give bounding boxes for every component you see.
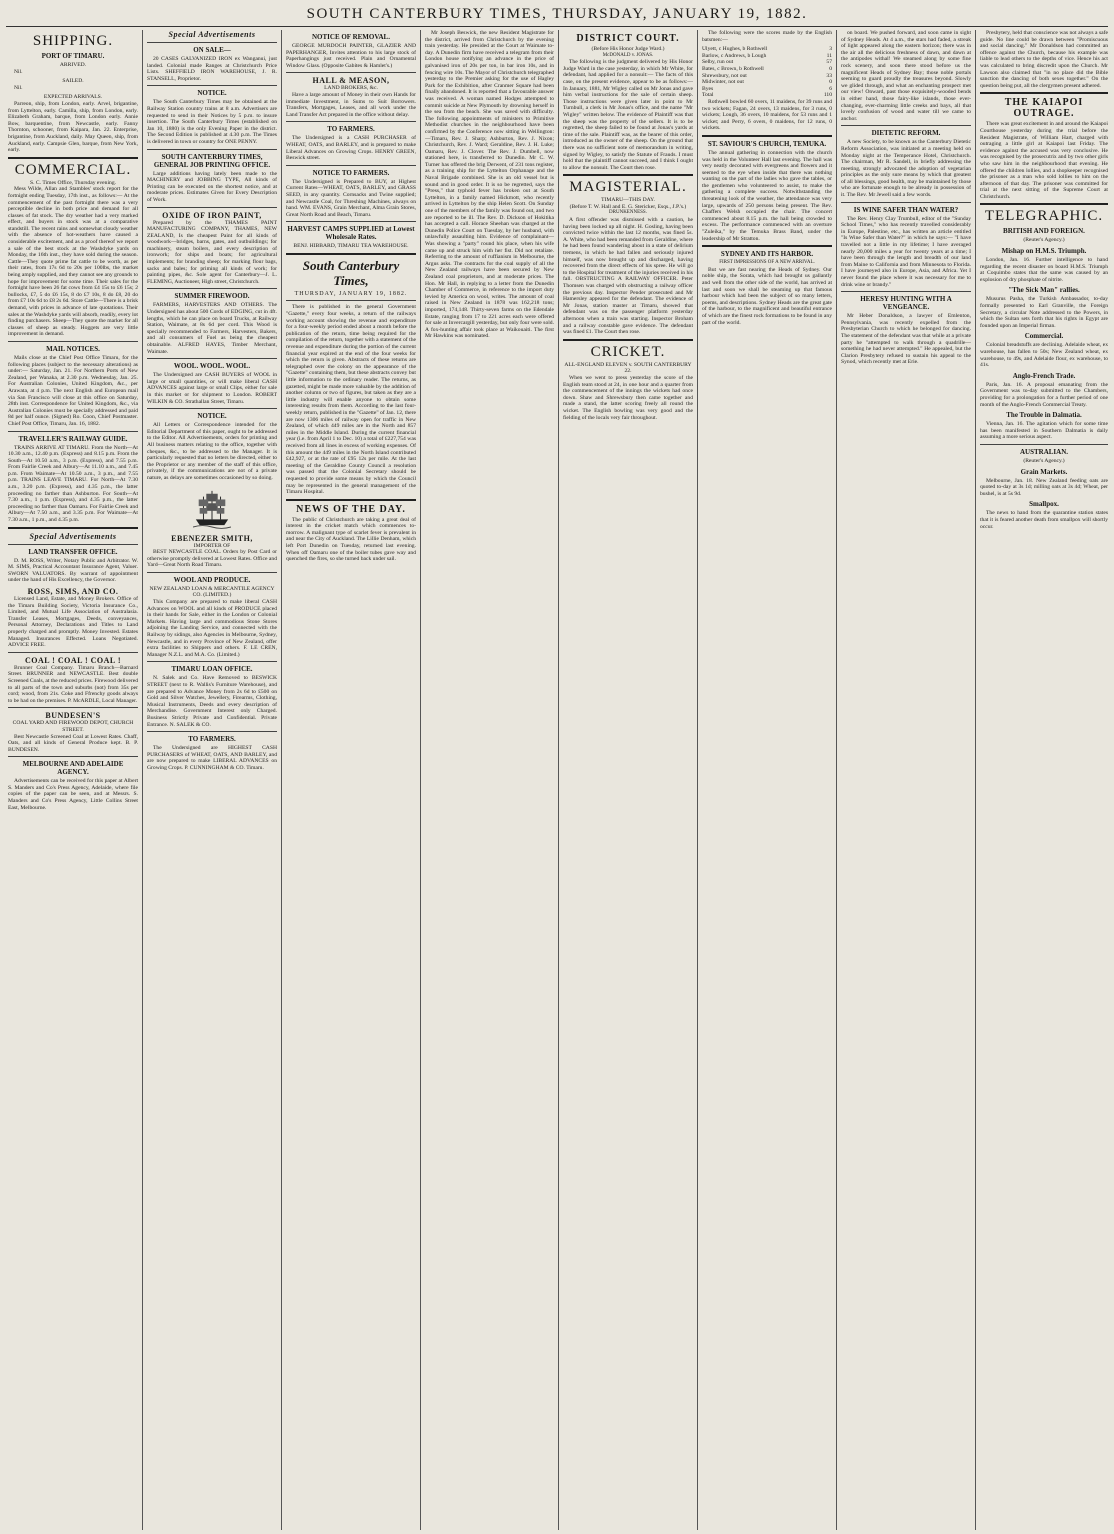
column-divider — [697, 30, 698, 1530]
commercial-heading: Commercial. — [1024, 332, 1064, 341]
drunkenness-heading: DRUNKENNESS. — [609, 210, 647, 216]
masthead: South Canterbury Times, — [302, 257, 400, 288]
header-rule — [6, 26, 1108, 27]
divider — [8, 527, 138, 529]
smallpox-heading: Smallpox. — [1029, 500, 1059, 509]
divider — [841, 125, 971, 126]
district-court-text: The following is the judgment delivered by His Honor Judge Ward in the case yesterday, in which Mr White, for defendant, had applied for a nonsuit:— The facts of this case, on the present evidence, appear to be as follows:—In January, 1881, Mr Wigley called on Mr Jonas and gave him verbal instructions for the sale of certain sheep. Those instructions were given later in point to Mr Turnbull, a clerk in Mr Jonas's office, and the name "Mr Wigley" written below. The evidence of Plaintiff was that the sheep was the property of the sellers. It is to be regretted, the sheep failed to be found at Jonas's yards at time of the sale. Plaintiff was, as the bearer of this order, introduced as the owner of the sheep. On the ground that there was no sufficient note of memorandum in writing, signed by Wigley, to satisfy the Statute of Frauds. I must hold that the plaintiff cannot succeed, and I think I ought to allow the nonsuit. The Court then rose. — [563, 59, 693, 171]
dietetic-heading: DIETETIC REFORM. — [871, 129, 941, 138]
kaiapoi-text: There was great excitement in and around the Kaiapoi Courthouse yesterday during the trial before the Resident Magistrate, of William Hart, charged with outraging a little girl at Kaiapoi last Friday. The evidence against the accused was very conclusive. He was recognised by the prosecutrix and by two other girls who saw him in the neighbourhood that evening. He offered the children lollies, and a shopkeeper recognised the prisoner as a man who sold lollies to him on the afternoon of that day. The prisoner was committed for trial at the next sitting of the Supreme Court at Christchurch. — [980, 121, 1108, 200]
grain-text: Melbourne, Jan. 18. New Zealand feeding oats are quoted to-day at 3s 1d; milling oats at 3s 4d; Wheat, per bushel, is at 5s 9d. — [980, 477, 1108, 497]
batsman-name: Shrewsbury, not out — [702, 72, 747, 79]
divider — [8, 341, 138, 342]
divider — [286, 300, 416, 301]
divider — [286, 165, 416, 166]
sydney-heading: SYDNEY AND ITS HARBOR. — [720, 250, 814, 259]
kaiapoi-heading: THE KAIAPOI OUTRAGE. — [1004, 97, 1084, 120]
divider — [841, 202, 971, 203]
score-row — [702, 86, 832, 93]
farmers-heading: TO FARMERS. — [327, 125, 375, 134]
divider — [147, 207, 277, 208]
batsman-runs: 6 — [829, 85, 832, 92]
divider — [147, 288, 277, 289]
divider — [147, 358, 277, 359]
divider — [8, 157, 138, 159]
column-1 — [8, 30, 138, 1530]
wine-text: The Rev. Henry Clay Trumbull, editor of the "Sunday School Times," who has recently travelled considerably in Europe, Palestine, etc., has written an article entitled "Is Wine Safer than Water?" in which he says:— "I have travelled not a little in my lifetime; I have averaged nearly 20,000 miles a year for twenty years at a time; I have been through the length and breadth of our land from Maine to California and from Minnesota to Florida. I have journeyed also in Europe, Asia, and Africa. Yet I never found the place where it was necessary for me to drink wine or brandy." — [841, 215, 971, 288]
news-continued-text: Mr Joseph Beswick, the new Resident Magistrate for the district, arrived from Christchurch by the evening train yesterday. He presided at the Court at Waimate to-day. A Dunedin firm have received a telegram from their London house notifying an advance in the price of galvanised iron of 20s per ton, in bar iron 10s, and in fencing wire 10s. The Mayor of Christchurch telegraphed yesterday to the Premier asking for the use of Hagley Park for the Exhibition, after Cranmer Square had been finally abandoned. It is reported that a favourable answer was received. A woman named Hodges attempted to commit suicide at New Plymouth by drowning herself in the sea from the beach. She was saved with difficulty. The following appointments of ministers to Primitive Methodist churches in the neighbourhood have been confirmed by the Conference now sitting in Wellington:—Timaru, Rev. J. Sharp; Ashburton, Rev. J. Nixon; Christchurch, Rev. J. Ward; Geraldine, Rev. J. H. Luke; Oamaru, Rev. J. Clover. The Rev. J. Dumbell, now stationed here, is transferred to Dunedin. Mr C. W. Turner has offered the brig Derwent, of 231 tons register, as a training ship for the Lyttelton Orphanage and the Naval Brigade combined. She is an old vessel but is sound and in good order. It is so be regretted, says the "Press," that typhoid fever has broken out at South Lyttelton, in a family named Hickmott, who recently arrived in Lyttelton by the ship Helen Scott. On Sunday one of the members of the family was found out, and two are reported to be ill. The Rev. D. Dickson of Hokitika has accepted a call. Horace Sheehan was charged at the Dunedin Police Court on Tuesday, by her husband, with unlawfully assaulting him. Evidence of complainant—Was showing a "party" round his place, when his wife came up and struck him with her fist. Did not retaliate. Referring to the amount of ruffianism in Melbourne, the Argus asks. The contracts for the coal supply of all the New Zealand railways have been secured by New Zealand coal proprietors, and at moderate prices. The Hon. Mr Hall, in replying to a letter from the Dunedin Chamber of Commerce, in reference to the import duty levied by America on wool, writes. The amount of coal raised in New Zealand in 1878 was 162,218 tons; imported, 174,148. Thirty-seven farms on the Edendale Estate, ranging from 17 to 221 acres each were offered for sale at Invercargill yesterday, but only four were sold. A fox-hunting affair took place at Waikouaiti. The first Mr Hawkins was nominated. — [425, 30, 554, 340]
job-printing-text: Large additions having lately been made to the MACHINERY and JOBBING TYPE, All kinds of Printing can be executed on the shortest notice, and at moderate prices. Estimates Given for Every Description of Work. — [147, 170, 277, 203]
divider — [147, 149, 277, 150]
cricket-text: When we went to press yesterday the score of the English team stood at 24, in one hour and a quarter from the commencement of the innings the wickets had once down. Shaw and Shrewsbury then came together and made a stand, the latter scoring freely all round the wicket. The English bowling was very good and the fielding of the locals very fair throughout. — [563, 374, 693, 421]
bowling-note: Rothwell bowled 60 overs, 11 maidens, for 39 runs and two wickets; Fagan, 24 overs, 13 maidens, for 3 runs, 0 wickets; Lough, 36 overs, 10 maidens, for 53 runs and 1 wicket; and Perry, 6 overs, 0 maidens, for 12 runs, 0 wickets. — [702, 98, 832, 132]
loan-office-text: N. Salek and Co. Have Removed to BESWICK STREET (next to R. Wallis's Furniture Warehouse), and are prepared to Advance Money from 2s 6d to £500 on Gold and Silver Watches, Jewellery, Firearms, Clothing, Musical Instruments, Deeds and every description of Merchandise. Government Interest only Charged. Business Strictly Private and Confidential. Private Entrance. N. SALEK & CO. — [147, 675, 277, 728]
score-row — [702, 73, 832, 80]
sick-man-heading: "The Sick Man" rallies. — [1008, 286, 1080, 295]
farmers-text: The Undersigned are HIGHEST CASH PURCHASERS of WHEAT, OATS, AND BARLEY, and are now prepared to make LIBERAL ADVANCES on Growing Crops. P. CUNNINGHAM & CO. Timaru. — [147, 745, 277, 771]
heresy-heading: HERESY HUNTING WITH A VENGEANCE. — [860, 295, 952, 312]
mail-heading: MAIL NOTICES. — [46, 344, 100, 353]
batsman-runs: 33 — [826, 72, 832, 79]
divider — [841, 291, 971, 292]
mail-text: Mails close at the Chief Post Office Timaru, for the following places (subject to the necessary alterations) as under:— Saturday, Jan. 21. For Northern Ports of New Zealand, per Wanaka, at 2.30 p.m. Wednesday, Jan. 25. For Australian Colonies, United Kingdom, &c., per Arawata, at 4 p.m. The next English and European mail via San Francisco will close at this office on Saturday, 28th inst. Correspondence for United Kingdom, &c., via Australian Colonies must be specially addressed and paid 8d per half ounce. (Signed) Ro. Coon, Chief Postmaster. Chief Post Office, Timaru, Jan. 16, 1882. — [8, 354, 138, 427]
news-text: The public of Christchurch are taking a great deal of interest in the cricket match which commences to-morrow. A malignant type of scarlet fever is prevalent in and near the City of Auckland. The Lillie Denham, which left Port Dunedin on Tuesday, returned last evening. When off Oamaru one of the boiler tubes gave way and quenched the fires, so she turned back under sail. — [286, 516, 416, 563]
notice-farmers-heading: NOTICE TO FARMERS. — [312, 168, 390, 177]
cricket-sub: ALL-ENGLAND ELEVEN v. SOUTH CANTERBURY 22. — [564, 361, 692, 375]
dalmatia-text: Vienna, Jan. 16. The agitation which for some time has been manifested in Southern Dalmatia is daily assuming a more serious aspect. — [980, 421, 1108, 441]
divider — [980, 92, 1108, 94]
anglo-french-text: Paris, Jan. 16. A proposal emanating from the Government was to-day submitted to the Chambers, providing for a prolongation for a further period of one month of the Anglo-French Commercial Treaty. — [980, 381, 1108, 408]
column-divider — [975, 30, 976, 1530]
divider — [147, 85, 277, 86]
divider — [286, 221, 416, 222]
batsman-runs: 0 — [829, 79, 832, 86]
district-court-sub: (Before His Honor Judge Ward.) — [591, 46, 665, 52]
anglo-french-heading: Anglo-French Trade. — [1012, 371, 1076, 380]
wine-heading: IS WINE SAFER THAN WATER? — [853, 205, 959, 214]
mishap-text: London, Jan. 16. Further intelligence to hand regarding the recent disaster on board H.M.S. Triumph at Coquimbo states that the same was caused by an explosion of dry phosphate of nitrite. — [980, 257, 1108, 283]
loan-office-heading: TIMARU LOAN OFFICE. — [171, 665, 253, 674]
wool-text: The Undersigned are CASH BUYERS of WOOL in large or small quantities, or will make liberal CASH ADVANCES against large or small Clips, either for sale in this market or for shipment to London. ROBERT WILKIN & CO. Strathallan Street, Timaru. — [147, 372, 277, 405]
cricket-scorecard — [702, 46, 832, 99]
arrived-value: Nil. — [14, 68, 23, 75]
notice-text: The South Canterbury Times may be obtained at the Railway Station country trains at 8 a.m. Advertisers are requested to send in their Notices by 5 p.m. to insure insertion. The South Canterbury Times (established on Jan 10, 1880) is the only Evening Paper in the district. The Second Edition is published at 4.30 p.m. The Times is delivered in town or country for ONE PENNY. — [147, 99, 277, 145]
railway-heading: TRAVELLER'S RAILWAY GUIDE. — [18, 434, 128, 443]
church-heading: ST. SAVIOUR'S CHURCH, TEMUKA. — [707, 139, 827, 148]
special-ads-heading: Special Advertisements — [168, 30, 256, 39]
column-divider — [558, 30, 559, 1530]
shipping-heading: SHIPPING. — [32, 33, 114, 49]
column-3 — [286, 30, 416, 1530]
commercial-text: Mess Wilde, Allan and Stambles' stock report for the fortnight ending Tuesday, 17th inst., as follows:— At the commencement of the past fortnight there was a very perceptible decline in both price and demand for all classes of fat stock. The dry weather had a very marked effect, and buyers in stock was at a comparative standstill. The recent rains and somewhat cloudy weather with the absence of hot-weathers have caused a considerable excitement, and as a proof thereof we report a sale of the best stock at the Washdyke yards on Monday, the 16th inst., they have sold during the season. Cattle—They quote prime fat cattle to be worth, as per their rates, from 17s 6d to 20s per 100lbs, the market being amply supplied, and they cannot see any grounds to hope for improvement for some time. Their sales for the fortnight have been 26 fat cows from £4 15s to £6 15s; 2 bullocks, £7, 5 do £6 15s, 8 do £7 10s, 8 do £8, 20 do from £7 10s 6d to £8 2s 6d. Store Cattle—There is a brisk demand, with prices in advance of late quotations. Their sales at the Washdyke yards will absorb, readily, every lot finding purchasers. Sheep—They quote the market for all classes of sheep as steady. Hoggets are very little improvement in demand. — [8, 186, 138, 338]
melbourne-text: Advertisements can be received for this paper at Albert S. Manders and Co's Press Agency, Adelaide, where file copies of the paper can be seen, and at Messrs. S. Manders and Co's Press Agency, Little Collins Street East, Melbourne. — [8, 778, 138, 811]
dalmatia-heading: The Trouble in Dalmatia. — [1006, 411, 1082, 420]
column-divider — [420, 30, 421, 1530]
railway-text: TRAINS ARRIVE AT TIMARU. From the North—At 10.30 a.m., 12.40 p.m. (Express) and 8.15 p.m. From the South—At 10.50 a.m., 3 p.m. (Express), and 7.55 p.m. From Fairlie Creek and Albury—At 11.10 a.m., and 7.45 p.m. From Waimate—At 10.50 a.m., 3 p.m., and 7.55 p.m. TRAINS LEAVE TIMARU. For North—At 7.30 a.m., 3.20 p.m. (Express), and 4.35 p.m., the latter proceeding no farther than Ashburton. For South—At 7.30 a.m., 1 p.m. (Express), and 4.35 p.m., the latter proceeding no farther than Oamaru. For Fairlie Creek and Albury—At 7.50 a.m., and 3.35 p.m. For Waimate—At 7.30 a.m., 1 p.m., and 4.35 p.m. — [8, 444, 138, 524]
sale-text: 20 CASES GALVANIZED IRON ex Wanganui, just landed. Colonial made Ranges at Christchurch Price Lists. SHEFFIELD IRON WAREHOUSE, J. R. STANSELL, Proprietor. — [147, 56, 277, 82]
sailed-label: SAILED. — [62, 78, 84, 85]
divider — [286, 253, 416, 255]
batsman-name: Selby, run out — [702, 59, 734, 66]
harvest-heading: HARVEST CAMPS SUPPLIED at Lowest Wholesale Rates. — [287, 225, 415, 242]
hall-meason-heading: HALL & MEASON, — [312, 76, 390, 86]
batsman-runs: 110 — [823, 92, 832, 99]
divider — [563, 339, 693, 341]
news-heading: NEWS OF THE DAY. — [296, 503, 406, 515]
score-row — [702, 53, 832, 60]
ebenezer-sub: IMPORTER OF — [193, 542, 231, 549]
commercial-heading: COMMERCIAL. — [14, 161, 132, 178]
batsman-name: Byes — [702, 85, 714, 92]
divider — [8, 431, 138, 432]
firewood-text: FARMERS, HARVESTERS AND OTHERS. The Undersigned has about 500 Cords of EDGING, cut in 4ft. lengths, which he can place on board Trucks, at Railway Station, Waimate, at 8s 6d per cord. This Wood is specially recommended to Farmers, Harvesters, Bakers, and all consumers of Fuel as being the cheapest obtainable. ALFRED HAYES, Timber Merchant, Waimate. — [147, 302, 277, 355]
divider — [563, 174, 693, 176]
ebenezer-heading: EBENEZER SMITH, — [171, 533, 253, 543]
wool-produce-text: This Company are prepared to make liberal CASH Advances on WOOL and all kinds of PRODUCE placed in their hands for Sale, either in the London or Colonial Markets. Having large and commodious Stone Stores adjoining the Landing Service, and connected with the Railway by sidings, also Agencies in Melbourne, Sydney, Newcastle, and in every Province of New Zealand, offer extra facilities to Shippers and others. F. LE CREN, Manager N.Z.L. and M.A. Co. (Limited.) — [147, 599, 277, 658]
land-transfer-text: D. M. ROSS, Writer, Notary Public and Arbitrator. W. M. SIMS, Practical Accountant Insurance Agent, Valuer. SWORN VALUATORS. By warrant of appointment under the hand of His Excellency, the Governor. — [8, 557, 138, 584]
score-row — [702, 46, 832, 53]
wool-produce-heading: WOOL AND PRODUCE. — [173, 575, 251, 584]
magisterial-text: A first offender was dismissed with a caution, he having been locked up all night. H. Gosling, having been convicted twice within the last 12 months, was fined 5s. A. White, who had been remanded from Geraldine, where he had been found wandering about in a state of delirium tremens, in which he had fallen and seriously injured himself, was now brought up and discharged, having recovered from the direct effects of his spree. He will go to the Hospital for treatment of the injuries received in his fall. OBSTRUCTING A RAILWAY OFFICER. Peter Thomsen was charged with obstructing a railway officer the previous day. Inspector Pender prosecuted and Mr Hamersley appeared for the defendant. The evidence of Mr Jonas, station master at Timaru, showed that defendant was on the passenger platform yesterday afternoon when a train was starting. Inspector Broham and a railway constable gave evidence. The defendant was fined £1. The Court then rose. — [563, 217, 693, 336]
divider — [286, 121, 416, 122]
divider — [147, 572, 277, 573]
heresy-continued-text: Presbytery, held that conscience was not always a safe guide. No line could be drawn between "Promiscuous and social dancing." Mr Donaldson had committed an offence against the Church, because his example was liable to lead others to the depths of vice. Hence his act was calculated to bring discredit upon the Church. Mr Lawson also claimed that "in no place did the Bible sanction the dancing of both sexes together." On the question being put, all the clergymen present adhered. — [980, 30, 1108, 89]
column-5 — [563, 30, 693, 1530]
british-foreign-heading: BRITISH AND FOREIGN. — [1003, 227, 1085, 236]
notice2-heading: NOTICE. — [197, 412, 227, 421]
notice-heading: NOTICE. — [197, 89, 227, 98]
farmers-heading: TO FARMERS. — [188, 735, 236, 744]
column-4 — [425, 30, 554, 1530]
divider — [980, 203, 1108, 205]
mishap-heading: Mishap on H.M.S. Triumph. — [1001, 247, 1087, 256]
dietetic-text: A new Society, to be known as the Canterbury Dietetic Reform Association, was initiated at a meeting held on Monday night at the Temperance Hotel, Christchurch. The chairman, Mr R. Sandell, in briefly addressing the meeting, strongly advocated the adoption of vegetarian principles as the only sure means by which that greatest of all blessings, good health, may be maintained by those who are fortunate enough to be already in possession of it. The Rev. Mr Jewell said a few words. — [841, 139, 971, 199]
firewood-heading: SUMMER FIREWOOD. — [174, 292, 250, 301]
melbourne-heading: MELBOURNE AND ADELAIDE AGENCY. — [22, 760, 124, 777]
score-row — [702, 66, 832, 73]
commercial-sub: S. C. Times Office, Thursday evening. — [29, 179, 117, 186]
column-6 — [702, 30, 832, 1530]
column-8 — [980, 30, 1108, 1530]
harvest-text: BENJ. HIBBARD, TIMARU TEA WAREHOUSE. — [293, 243, 409, 250]
removal-heading: NOTICE OF REMOVAL. — [312, 33, 390, 41]
divider — [8, 652, 138, 653]
batsman-name: Midwinter, not out — [702, 79, 744, 86]
batsman-runs: 57 — [826, 59, 832, 66]
sale-heading: ON SALE— — [193, 46, 231, 54]
land-transfer-heading: LAND TRANSFER OFFICE. — [28, 547, 118, 556]
wool-produce-sub: NEW ZEALAND LOAN & MERCANTILE AGENCY CO. (LIMITED.) — [149, 585, 275, 599]
editorial-text: There is published in the general Government "Gazette," every four weeks, a return of the railways working account showing the revenue and expenditure for a four-weekly period ended about a month before the publication of the return, time being required for the compilation of the return, together with a statement of the revenue and expenditure during the portion of the current financial year expired at the end of the four weeks for which the return is given. Abstracts of these returns are telegraphed over the colony on the appearance of the "Gazette" containing them, but these abstracts convey but little information to the ordinary reader. The returns, as gazetted, might be made more valuable by the addition of another column or two of figures, but taken as they are a little industry will enable anyone to obtain some interesting results from them. According to the last four-weekly return, published in the "Gazette" of Jan. 12, there are now 1306 miles of railway open for traffic in New Zealand, of which 449 miles are in the North and 857 miles in the Middle Island. During the current financial year (i.e. from April 1 to Dec. 10) a total of £227,754 was received from all lines in excess of working expenses. Of this amount the 449 miles in the North Island contributed £42,927, or at the rate of £95 12s per mile. At the last meeting of the Geraldine County Council a resolution was passed that the Colonial Secretary should be requested to provide some means by which the Council may be represented in the general management of the Timaru Hospital. — [286, 304, 416, 496]
ross-heading: ROSS, SIMS, AND CO. — [27, 587, 119, 596]
notice-farmers-text: The Undersigned is Prepared to BUY, at Highest Current Rates—WHEAT, OATS, BARLEY, and GRASS SEED, in any quantity. Cornsacks and Twine supplied; and Newcastle Coal, for Threshing Machines, always on hand. WM. EVANS, Grain Merchant, Alma Grain Stores, Great North Road and Beach, Timaru. — [286, 178, 416, 218]
page-header: SOUTH CANTERBURY TIMES, THURSDAY, JANUARY 19, 1882. — [306, 6, 808, 22]
arrived-label: ARRIVED. — [59, 62, 87, 68]
magisterial-bench: (Before T. W. Hall and E. G. Stericker, Esqs., J.P.'s.) — [569, 203, 687, 210]
court-case-title: McDONALD v. JONAS. — [602, 52, 654, 58]
batsman-runs: 3 — [829, 46, 832, 53]
divider — [147, 408, 277, 409]
divider — [147, 661, 277, 662]
sailed-value: Nil. — [14, 84, 23, 91]
divider — [702, 245, 832, 247]
hall-meason-sub: LAND BROKERS, &c. — [324, 85, 378, 92]
bundesen-text: Best Newcastle Screened Coal at Lowest Rates. Chaff, Oats, and all kinds of General Produce kept. B. P. BUNDESEN. — [8, 733, 138, 753]
divider — [147, 731, 277, 732]
column-7 — [841, 30, 971, 1530]
divider — [286, 499, 416, 501]
sydney-sub: FIRST IMPRESSIONS OF A NEW ARRIVAL. — [719, 260, 815, 266]
church-text: The annual gathering in connection with the church was held in the Volunteer Hall last evening. The hall was very neatly decorated with evergreens and flowers and it seemed to the eye when inside that there was nothing wanting on the part of the ladies who gave the tables, or the gentlemen who volunteered to assist, to make the gathering a complete success. Notwithstanding the threatening look of the weather, the attendance was very large, upwards of 250 persons being present. The Rev. Chaffers Welsh occupied the chair. The concert commenced about 8.15 p.m. the hall being crowded to excess. The performance commenced with an overture "Zuleika," by the Temuka Brass Band, under the leadership of Mr Stratton. — [702, 149, 832, 242]
expected-label: EXPECTED ARRIVALS. — [43, 94, 103, 101]
paint-heading: OXIDE OF IRON PAINT, — [162, 210, 262, 220]
batsman-name: Ulyett, c Hughes, b Rothwell — [702, 46, 768, 53]
batsman-name: Barlow, c Andrews, b Lough — [702, 52, 767, 59]
wool-heading: WOOL. WOOL. WOOL. — [173, 362, 251, 371]
smallpox-text: The news to hand from the quarantine station states that it is feared another death from smallpox will shortly occur. — [980, 510, 1108, 530]
batsman-runs: 11 — [826, 52, 832, 59]
masthead-date: THURSDAY, JANUARY 19, 1882. — [294, 290, 408, 297]
coal-heading: COAL ! COAL ! COAL ! — [24, 655, 121, 665]
bundesen-heading: BUNDESEN'S — [45, 711, 101, 721]
reuters-agency: (Reuter's Agency.) — [1023, 457, 1065, 464]
score-intro: The following were the scores made by the English batsmen:— — [702, 30, 832, 43]
hall-meason-text: Have a large amount of Money in their own Hands for immediate Investment, in Sums to Suit Borrowers. Transfers, Mortgages, Leases, and all work under the Land Transfer Act prepared in the office without delay. — [286, 91, 416, 118]
sydney-continued-text: on board. We pushed forward, and soon came in sight of Sydney Heads. At 4 a.m., the stars had faded, a streak of light appeared along the eastern horizon; there was in the air all the delicious freshness of dawn, and dawn at the antipodes withal! We steamed along by some fine rock scenery, and soon there stood before us the magnificent Heads of Sydney Bay; those noble portals seeming to guard proudly the treasures beyond. Slowly we glided through, and what an enchanting prospect met our view! Onward, past those exquisitely-wooded bends in either hand, those fairy-like islands, those ever-changing, ever-charming little creeks and bays, all that lovely confusion of wood and water till we came to anchor. — [841, 30, 971, 122]
expected-text: Parreon, ship, from London, early. Arvel, brigantine, from Lyttelton, early. Camilla, ship, from London, early. Elizabeth Graham, barque, from London early. Annie Bow, barquentine, from Newcastle, early. Fanny Thornton, schooner, from Kaipara, Jan. 22. Enterprise, brigantine, from Auckland, daily. May Queen, ship, from Auckland, early. Campsie Glen, barque, from New York, early. — [8, 100, 138, 154]
batsman-name: Bates, c Brown, b Rothwell — [702, 65, 764, 72]
coal-text: Brunner Coal Company. Timaru Branch—Barnard Street. BRUNNER and NEWCASTLE. Best double Screened Coals, at the reduced prices. Firewood delivered to all parts of the town and suburbs (not) from 35s per cord; wood, from 21s. Coke and Ffrenchy goods always to be had on the premises. P. McARDLE, Local Manager. — [8, 664, 138, 704]
column-divider — [281, 30, 282, 1530]
magisterial-sub: TIMARU—THIS DAY. — [601, 197, 655, 204]
port-heading: PORT OF TIMARU. — [41, 52, 105, 60]
grain-heading: Grain Markets. — [1020, 467, 1068, 476]
score-row — [702, 59, 832, 66]
column-divider — [142, 30, 143, 1530]
divider — [8, 544, 138, 545]
divider — [8, 707, 138, 708]
sick-man-text: Musurus Pasha, the Turkish Ambassador, to-day formally presented to Earl Granville, the Foreign Secretary, a circular Note addressed to the Powers, in which the Sultan sets forth that his rights in Egypt are founded upon an Imperial firman. — [980, 296, 1108, 329]
commercial-text: Colonial breadstuffs are declining. Adelaide wheat, ex warehouse, has fallen to 50s; New Zealand wheat, ex warehouse, to 49s, and Adelaide flour, ex warehouse, to 41s. — [980, 342, 1108, 369]
ebenezer-text: BEST NEWCASTLE COAL. Orders by Post Card or otherwise promptly delivered at Lowest Rates. Office and Yard—Great North Road Timaru. — [147, 549, 277, 569]
district-court-heading: DISTRICT COURT. — [576, 33, 680, 44]
score-row — [702, 79, 832, 86]
batsman-name: Total — [702, 92, 714, 99]
divider — [147, 42, 277, 43]
notice2-text: All Letters or Correspondence intended for the Editorial Department of this paper, ought to be addressed to the Editor. All Advertisements, orders for printing and All business matters relating to the office, together with cheques, &c., to be addressed to the Manager. It is particularly requested that no letters be directed, either to the Proprietor or any member of the staff of this office, privately, if the communications are not of a private nature, as delays are sometimes occasioned by so doing. — [147, 422, 277, 481]
removal-text: GEORGE MURDOCH PAINTER, GLAZIER AND PAPERHANGER, Invites attention to his large stock of Paperhangings just received. Plain and Ornamental Window Glass. (Opposite Gabites & Hamlet's.) — [286, 43, 416, 69]
batsman-runs: 0 — [829, 65, 832, 72]
cricket-heading: CRICKET. — [590, 343, 666, 360]
column-divider — [836, 30, 837, 1530]
divider — [8, 756, 138, 757]
column-2 — [147, 30, 277, 1530]
reuters-agency: (Reuter's Agency.) — [1023, 237, 1065, 244]
score-row — [702, 92, 832, 99]
divider — [702, 135, 832, 137]
ross-text: Licensed Land, Estate, and Money Brokers. Office of the Timaru Building Society, Victoria Insurance Co., Limited, and Mutual Life Association of Australasia. Transfer Leases, Mortgages, Deeds, conveyances, Personal Attorney, Declarations and Titles to Land properly charged and promptly. Money Invested. Estates Managed. Insurances Effected. Loans Negotiated. ADVICE FREE. — [8, 596, 138, 649]
special-ads-heading: Special Advertisements — [29, 531, 117, 541]
divider — [980, 444, 1108, 445]
ship-illustration — [193, 486, 231, 530]
telegraphic-heading: TELEGRAPHIC. — [984, 208, 1104, 225]
australian-heading: AUSTRALIAN. — [1019, 447, 1069, 456]
sydney-text: But we are fast nearing the Heads of Sydney. Our noble ship, the Sorata, which had brought us gallantly and well from the other side of the world, has arrived at last and soon we shall be steaming up that famous harbour which had been the subject of so many letters, poems, and descriptions. Sydney Heads are the great gate of the harbour, to the magnificent and beautiful entrance of which are the finest rock formations to be found in any part of the world. — [702, 266, 832, 326]
paint-text: Prepared by the THAMES PAINT MANUFACTURING COMPANY, THAMES, NEW ZEALAND, Is the cheapest Paint for all kinds of woodwork—bridges, barns, gates, and outbuildings; for machinery, steam boilers, and every description of ironwork; for ships and boats; for agricultural implements; for branding sheep; for marking flour bags, sacks and bales; for priming all kinds of work; for painting pipes, &c. Sole agent for Canterbury—J. L. FLEMING, Auctioneer, High street, Christchurch. — [147, 219, 277, 285]
heresy-text: Mr Heber Donaldson, a lawyer of Emlenton, Pennsylvania, was recently expelled from the Presbyterian Church to which he belonged for dancing. The statement of the defendant was that while at a private party he "attempted to walk through a quadrille—something he had never attempted." He appealed, but the Clarion Presbytery refused to sustain his appeal to the Synod, which recently met at Erie. — [841, 313, 971, 366]
divider — [286, 72, 416, 73]
bundesen-sub: COAL YARD AND FIREWOOD DEPOT, CHURCH STREET. — [12, 720, 134, 733]
farmers-text: The Undersigned is a CASH PURCHASER of WHEAT, OATS, and BARLEY, and is prepared to make Liberal Advances on Growing Crops. HENRY GREEN, Beswick street. — [286, 135, 416, 162]
magisterial-heading: MAGISTERIAL. — [569, 179, 687, 196]
job-printing-heading: SOUTH CANTERBURY TIMES, GENERAL JOB PRINTING OFFICE. — [153, 152, 271, 169]
